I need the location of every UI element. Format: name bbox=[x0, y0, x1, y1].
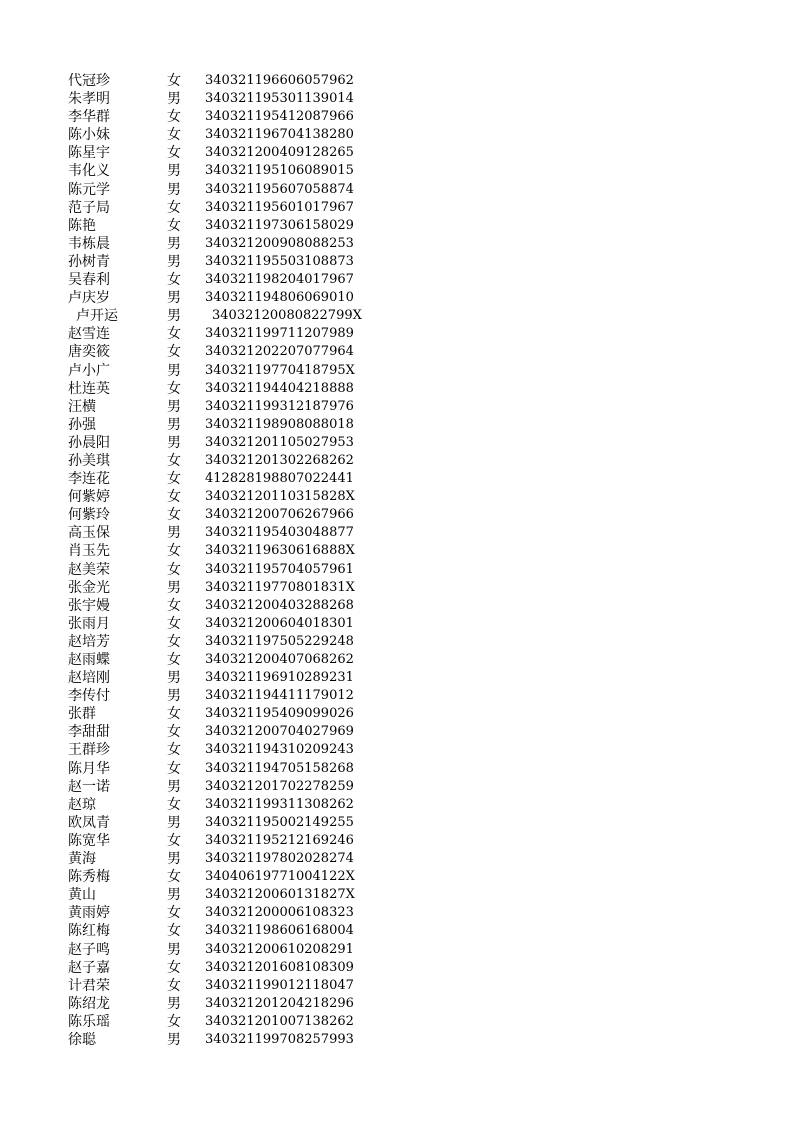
person-id-number: 340321194411179012 bbox=[205, 688, 354, 704]
table-row bbox=[0, 633, 793, 651]
person-gender: 女 bbox=[167, 959, 181, 976]
person-gender: 女 bbox=[167, 796, 181, 813]
person-name: 张雨月 bbox=[68, 615, 110, 632]
table-row bbox=[0, 307, 793, 325]
person-id-number: 340321199711207989 bbox=[205, 326, 354, 342]
person-gender: 男 bbox=[167, 434, 181, 451]
person-gender: 女 bbox=[167, 344, 181, 361]
person-name: 陈宽华 bbox=[68, 832, 110, 849]
person-gender: 女 bbox=[167, 145, 181, 162]
person-name: 吴春利 bbox=[68, 272, 110, 289]
person-name: 陈秀梅 bbox=[68, 869, 110, 886]
person-gender: 男 bbox=[167, 235, 181, 252]
person-id-number: 340321195607058874 bbox=[205, 181, 354, 197]
table-row bbox=[0, 162, 793, 180]
person-id-number: 340321201702278259 bbox=[205, 778, 354, 794]
person-name: 唐奕筱 bbox=[68, 344, 110, 361]
person-gender: 男 bbox=[167, 995, 181, 1012]
person-id-number: 340321198606168004 bbox=[205, 923, 354, 939]
person-gender: 男 bbox=[167, 1031, 181, 1048]
person-id-number: 340321201105027953 bbox=[205, 434, 354, 450]
person-name: 黄海 bbox=[68, 851, 96, 868]
person-id-number: 340321199312187976 bbox=[205, 398, 354, 414]
person-name: 计君荣 bbox=[68, 977, 110, 994]
table-row bbox=[0, 108, 793, 126]
person-id-number: 340321197802028274 bbox=[205, 851, 354, 867]
person-gender: 女 bbox=[167, 561, 181, 578]
table-row bbox=[0, 289, 793, 307]
person-gender: 男 bbox=[167, 579, 181, 596]
person-name: 代冠珍 bbox=[68, 73, 110, 89]
table-row bbox=[0, 796, 793, 814]
person-gender: 男 bbox=[167, 851, 181, 868]
person-name: 赵雨蝶 bbox=[68, 652, 110, 668]
person-name: 孙晨阳 bbox=[68, 434, 110, 451]
person-id-number: 340321194806069010 bbox=[205, 290, 354, 306]
table-row bbox=[0, 579, 793, 597]
person-id-number: 340321200006108323 bbox=[205, 905, 354, 921]
person-id-number: 412828198807022441 bbox=[205, 471, 354, 487]
person-id-number: 340321200704027969 bbox=[205, 724, 354, 740]
person-id-number: 340321195601017967 bbox=[205, 199, 354, 215]
person-name: 黄雨婷 bbox=[68, 905, 110, 922]
person-name: 陈乐瑶 bbox=[68, 1013, 110, 1030]
table-row bbox=[0, 380, 793, 398]
person-gender: 女 bbox=[167, 1013, 181, 1030]
person-name: 汪横 bbox=[68, 398, 96, 415]
person-gender: 女 bbox=[167, 652, 181, 668]
table-row bbox=[0, 524, 793, 542]
person-name: 赵一诺 bbox=[68, 778, 110, 795]
person-gender: 女 bbox=[167, 507, 181, 524]
person-gender: 男 bbox=[167, 91, 181, 108]
person-id-number: 340321200706267966 bbox=[205, 507, 354, 523]
person-id-number: 340321196910289231 bbox=[205, 670, 354, 686]
person-id-number: 340321200908088253 bbox=[205, 235, 354, 251]
person-id-number: 340321196606057962 bbox=[205, 73, 354, 88]
person-id-number: 340321198908088018 bbox=[205, 416, 354, 432]
person-name: 陈星宇 bbox=[68, 145, 110, 162]
person-name: 高玉保 bbox=[68, 525, 110, 542]
person-id-number: 340321195704057961 bbox=[205, 561, 354, 577]
person-gender: 男 bbox=[167, 941, 181, 958]
person-id-number: 340321199311308262 bbox=[205, 796, 354, 812]
person-gender: 男 bbox=[167, 181, 181, 198]
table-row bbox=[0, 922, 793, 940]
table-row bbox=[0, 217, 793, 235]
person-gender: 女 bbox=[167, 832, 181, 849]
person-name: 赵琼 bbox=[68, 796, 96, 813]
person-id-number: 340321199708257993 bbox=[205, 1031, 354, 1047]
table-row bbox=[0, 470, 793, 488]
table-row bbox=[0, 597, 793, 615]
person-name: 何紫婷 bbox=[68, 489, 110, 506]
person-gender: 男 bbox=[167, 688, 181, 705]
table-row bbox=[0, 181, 793, 199]
person-id-number: 34032119630616888X bbox=[205, 543, 355, 559]
person-gender: 男 bbox=[167, 362, 181, 379]
table-row bbox=[0, 959, 793, 977]
person-name: 范子局 bbox=[68, 199, 110, 216]
table-row bbox=[0, 1031, 793, 1049]
person-name: 杜连英 bbox=[68, 380, 110, 397]
table-row bbox=[0, 814, 793, 832]
table-row bbox=[0, 741, 793, 759]
person-name: 张金光 bbox=[68, 579, 110, 596]
person-id-number: 340321200407068262 bbox=[205, 652, 354, 667]
person-id-number: 340321198204017967 bbox=[205, 272, 354, 288]
person-gender: 男 bbox=[167, 887, 181, 904]
table-row bbox=[0, 615, 793, 633]
person-id-number: 34040619771004122X bbox=[205, 869, 355, 885]
person-name: 孙强 bbox=[68, 416, 96, 433]
table-row bbox=[0, 687, 793, 705]
person-id-number: 340321201007138262 bbox=[205, 1013, 354, 1029]
person-gender: 男 bbox=[167, 525, 181, 542]
person-id-number: 340321197306158029 bbox=[205, 217, 354, 233]
person-id-number: 340321195403048877 bbox=[205, 525, 354, 541]
table-row bbox=[0, 253, 793, 271]
table-row bbox=[0, 850, 793, 868]
person-id-number: 340321195002149255 bbox=[205, 814, 354, 830]
person-gender: 女 bbox=[167, 543, 181, 560]
person-name: 徐聪 bbox=[68, 1031, 96, 1048]
table-row bbox=[0, 434, 793, 452]
person-name: 欧凤青 bbox=[68, 814, 110, 831]
person-id-number: 340321201608108309 bbox=[205, 959, 354, 975]
person-gender: 女 bbox=[167, 760, 181, 777]
person-id-number: 340321200409128265 bbox=[205, 145, 354, 161]
table-row bbox=[0, 343, 793, 361]
person-gender: 男 bbox=[167, 416, 181, 433]
table-row bbox=[0, 199, 793, 217]
person-gender: 女 bbox=[167, 199, 181, 216]
person-id-number: 34032120080822799X bbox=[212, 308, 362, 324]
person-id-number: 340321200403288268 bbox=[205, 597, 354, 613]
person-id-number: 340321195412087966 bbox=[205, 109, 354, 125]
person-gender: 女 bbox=[167, 597, 181, 614]
person-id-number: 340321197505229248 bbox=[205, 633, 354, 649]
table-row bbox=[0, 271, 793, 289]
table-row bbox=[0, 144, 793, 162]
person-gender: 女 bbox=[167, 380, 181, 397]
person-name: 陈月华 bbox=[68, 760, 110, 777]
person-name: 李华群 bbox=[68, 109, 110, 126]
person-gender: 女 bbox=[167, 905, 181, 922]
person-id-number: 340321196704138280 bbox=[205, 127, 354, 143]
person-gender: 女 bbox=[167, 977, 181, 994]
person-name: 卢小广 bbox=[68, 362, 110, 379]
person-gender: 女 bbox=[167, 217, 181, 234]
person-name: 卢庆岁 bbox=[68, 290, 110, 307]
table-row bbox=[0, 126, 793, 144]
person-name: 韦栋晨 bbox=[68, 235, 110, 252]
table-row bbox=[0, 651, 793, 669]
person-id-number: 340321195106089015 bbox=[205, 163, 354, 179]
person-name: 赵雪连 bbox=[68, 326, 110, 343]
person-gender: 女 bbox=[167, 452, 181, 469]
table-row bbox=[0, 669, 793, 687]
person-gender: 女 bbox=[167, 471, 181, 488]
person-gender: 男 bbox=[167, 778, 181, 795]
person-gender: 女 bbox=[167, 272, 181, 289]
person-gender: 女 bbox=[167, 869, 181, 886]
person-name: 陈小妹 bbox=[68, 127, 110, 144]
table-row bbox=[0, 90, 793, 108]
person-name: 黄山 bbox=[68, 887, 96, 904]
person-name: 张宇嫚 bbox=[68, 597, 110, 614]
table-row bbox=[0, 886, 793, 904]
person-id-number: 34032120110315828X bbox=[205, 489, 355, 505]
table-row bbox=[0, 723, 793, 741]
person-gender: 男 bbox=[167, 670, 181, 687]
person-name: 李连花 bbox=[68, 471, 110, 488]
person-gender: 男 bbox=[167, 398, 181, 415]
person-name: 韦化义 bbox=[68, 163, 110, 180]
table-row bbox=[0, 488, 793, 506]
person-id-number: 340321194404218888 bbox=[205, 380, 354, 396]
table-row bbox=[0, 1013, 793, 1031]
person-gender: 女 bbox=[167, 633, 181, 650]
person-id-number: 340321200604018301 bbox=[205, 615, 354, 631]
person-gender: 女 bbox=[167, 326, 181, 343]
roster-sheet bbox=[0, 72, 793, 1049]
person-gender: 女 bbox=[167, 923, 181, 940]
person-name: 陈元学 bbox=[68, 181, 110, 198]
person-id-number: 340321201302268262 bbox=[205, 452, 354, 468]
table-row bbox=[0, 398, 793, 416]
table-row bbox=[0, 452, 793, 470]
table-row bbox=[0, 760, 793, 778]
person-name: 朱孝明 bbox=[68, 91, 110, 108]
person-name: 李传付 bbox=[68, 688, 110, 705]
table-row bbox=[0, 904, 793, 922]
person-gender: 男 bbox=[167, 290, 181, 307]
table-row bbox=[0, 416, 793, 434]
person-gender: 女 bbox=[167, 706, 181, 723]
person-id-number: 34032120060131827X bbox=[205, 887, 355, 903]
person-name: 赵培芳 bbox=[68, 633, 110, 650]
person-name: 卢开运 bbox=[76, 308, 118, 325]
person-gender: 男 bbox=[167, 253, 181, 270]
person-name: 赵子嘉 bbox=[68, 959, 110, 976]
person-id-number: 34032119770801831X bbox=[205, 579, 355, 595]
person-name: 肖玉先 bbox=[68, 543, 110, 560]
person-name: 赵子鸣 bbox=[68, 941, 110, 958]
person-id-number: 34032119770418795X bbox=[205, 362, 355, 378]
person-gender: 男 bbox=[167, 163, 181, 180]
table-row bbox=[0, 325, 793, 343]
person-name: 张群 bbox=[68, 706, 96, 723]
person-gender: 女 bbox=[167, 127, 181, 144]
table-row bbox=[0, 561, 793, 579]
person-name: 赵培刚 bbox=[68, 670, 110, 687]
person-id-number: 340321202207077964 bbox=[205, 344, 354, 360]
table-row bbox=[0, 941, 793, 959]
person-name: 何紫玲 bbox=[68, 507, 110, 524]
person-id-number: 340321199012118047 bbox=[205, 977, 354, 993]
person-name: 孙树青 bbox=[68, 253, 110, 270]
person-gender: 男 bbox=[167, 814, 181, 831]
table-row bbox=[0, 506, 793, 524]
person-name: 王群珍 bbox=[68, 742, 110, 759]
person-gender: 女 bbox=[167, 73, 181, 89]
table-row bbox=[0, 977, 793, 995]
person-id-number: 340321194310209243 bbox=[205, 742, 354, 758]
person-id-number: 340321200610208291 bbox=[205, 941, 354, 957]
person-gender: 女 bbox=[167, 724, 181, 741]
person-id-number: 340321195301139014 bbox=[205, 91, 354, 107]
table-row bbox=[0, 868, 793, 886]
person-gender: 女 bbox=[167, 615, 181, 632]
table-row bbox=[0, 705, 793, 723]
person-gender: 女 bbox=[167, 742, 181, 759]
person-gender: 女 bbox=[167, 489, 181, 506]
table-row bbox=[0, 832, 793, 850]
person-name: 李甜甜 bbox=[68, 724, 110, 741]
person-name: 陈红梅 bbox=[68, 923, 110, 940]
table-row bbox=[0, 995, 793, 1013]
table-row bbox=[0, 72, 793, 90]
person-gender: 女 bbox=[167, 109, 181, 126]
table-row bbox=[0, 542, 793, 560]
person-name: 孙美琪 bbox=[68, 452, 110, 469]
table-row bbox=[0, 362, 793, 380]
person-name: 陈绍龙 bbox=[68, 995, 110, 1012]
person-id-number: 340321201204218296 bbox=[205, 995, 354, 1011]
person-name: 陈艳 bbox=[68, 217, 96, 234]
person-name: 赵美荣 bbox=[68, 561, 110, 578]
person-id-number: 340321195409099026 bbox=[205, 706, 354, 722]
table-row bbox=[0, 235, 793, 253]
person-id-number: 340321195212169246 bbox=[205, 832, 354, 848]
person-id-number: 340321194705158268 bbox=[205, 760, 354, 776]
table-row bbox=[0, 778, 793, 796]
person-gender: 男 bbox=[167, 308, 181, 325]
person-id-number: 340321195503108873 bbox=[205, 253, 354, 269]
